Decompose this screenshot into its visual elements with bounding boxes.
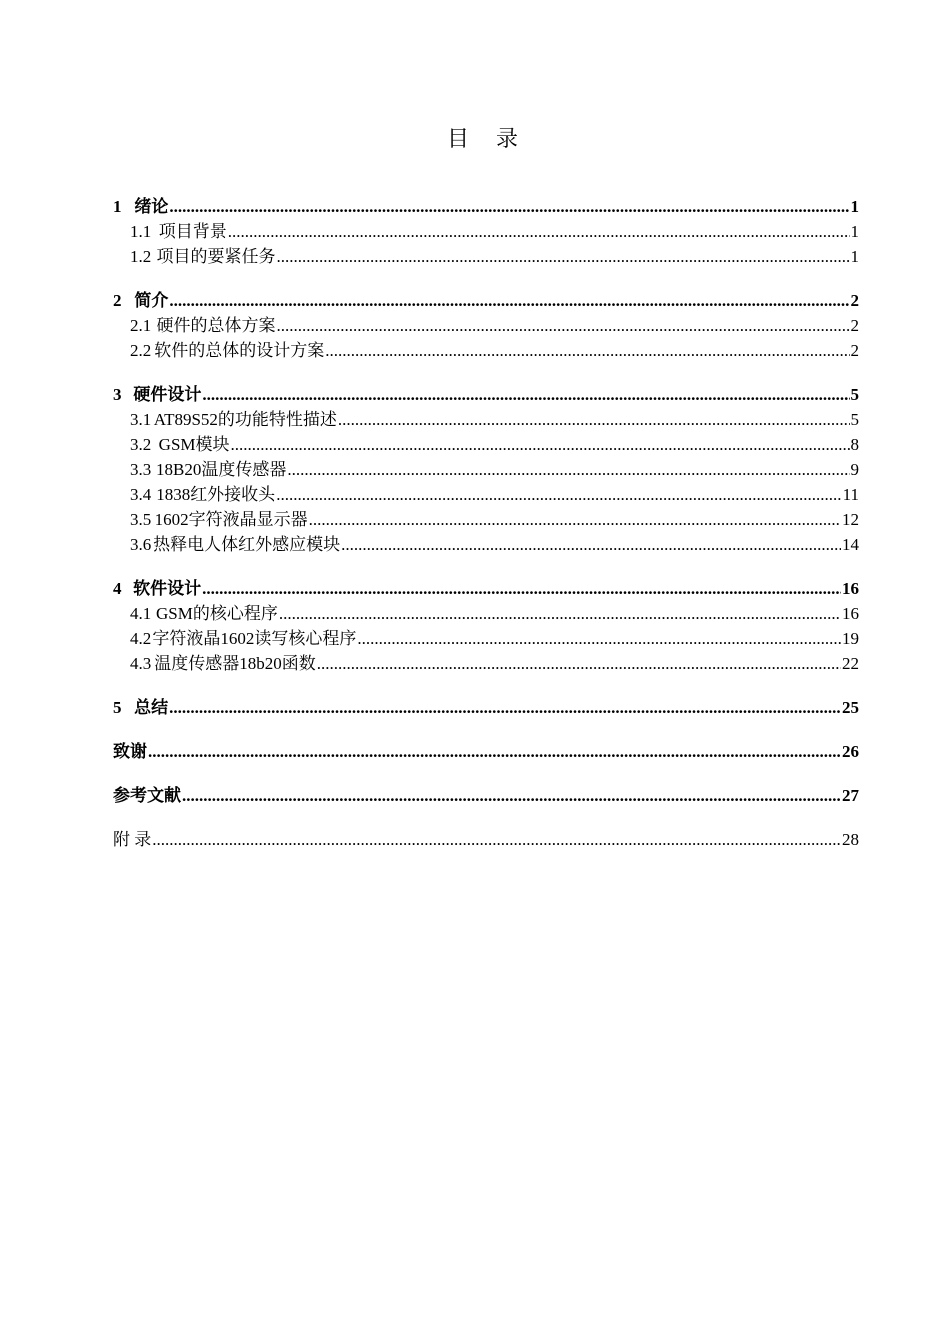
toc-entry-number: 3.6	[130, 535, 152, 554]
toc-entry-label: 项目的要紧任务	[156, 247, 276, 266]
toc-entry-page: 22	[842, 654, 859, 673]
toc-entry-3-2[interactable]	[113, 432, 859, 457]
toc-leader-dots	[279, 601, 841, 626]
toc-leader-dots	[202, 576, 841, 601]
toc-entry-4-3[interactable]	[113, 651, 859, 676]
toc-leader-dots	[277, 313, 850, 338]
toc-entry-page: 16	[842, 604, 859, 623]
toc-entry-label: AT89S52的功能特性描述	[153, 410, 337, 429]
toc-entry-page: 25	[842, 698, 859, 717]
toc-leader-dots	[182, 783, 841, 808]
toc-entry-appendix[interactable]	[113, 827, 859, 852]
toc-entry-label: 1602字符液晶显示器	[154, 510, 308, 529]
toc-entry-label: 绪论	[134, 197, 169, 216]
toc-leader-dots	[228, 219, 850, 244]
toc-entry-3-4[interactable]	[113, 482, 859, 507]
toc-entry-page: 8	[850, 435, 859, 454]
toc-entry-page: 28	[842, 830, 859, 849]
toc-entry-page: 14	[842, 535, 859, 554]
toc-entry-3-1[interactable]	[113, 407, 859, 432]
toc-leader-dots	[341, 532, 841, 557]
toc-entry-label: 简介	[134, 291, 169, 310]
toc-entry-3-3[interactable]	[113, 457, 859, 482]
toc-entry-page: 11	[842, 485, 859, 504]
toc-entry-label: 致谢	[113, 742, 147, 761]
toc-entry-number: 3.3	[130, 460, 152, 479]
toc-entry-label: 硬件设计	[133, 385, 202, 404]
toc-entry-label: GSM的核心程序	[156, 604, 278, 623]
toc-entry-label: 字符液晶1602读写核心程序	[152, 629, 357, 648]
toc-leader-dots	[287, 457, 849, 482]
toc-entry-number: 1.2	[130, 247, 152, 266]
toc-entry-number: 3	[113, 385, 122, 404]
toc-entry-page: 2	[850, 316, 859, 335]
toc-leader-dots	[317, 651, 841, 676]
toc-leader-dots	[338, 407, 850, 432]
toc-leader-dots	[231, 432, 850, 457]
toc-leader-dots	[309, 507, 841, 532]
toc-entry-label: 附 录	[113, 830, 152, 849]
toc-leader-dots	[169, 695, 841, 720]
toc-leader-dots	[148, 739, 841, 764]
toc-entry-3[interactable]	[113, 382, 859, 407]
toc-leader-dots	[357, 626, 841, 651]
toc-entry-number: 1	[113, 197, 122, 216]
toc-entry-page: 5	[850, 385, 859, 404]
toc-leader-dots	[152, 827, 841, 852]
toc-entry-number: 3.2	[130, 435, 152, 454]
toc-entry-page: 1	[850, 247, 859, 266]
toc-leader-dots	[276, 482, 841, 507]
toc-entry-number: 3.5	[130, 510, 152, 529]
toc-entry-references[interactable]	[113, 783, 859, 808]
toc-entry-number: 2.2	[130, 341, 152, 360]
toc-entry-4[interactable]	[113, 576, 859, 601]
toc-entry-number: 5	[113, 698, 122, 717]
toc-entry-2-1[interactable]	[113, 313, 859, 338]
toc-entry-page: 9	[850, 460, 859, 479]
toc-leader-dots	[169, 288, 849, 313]
toc-entry-3-6[interactable]	[113, 532, 859, 557]
toc-entry-3-5[interactable]	[113, 507, 859, 532]
toc-entry-number: 4.2	[130, 629, 152, 648]
toc-entry-number: 3.1	[130, 410, 152, 429]
table-of-contents	[113, 194, 859, 852]
toc-entry-page: 5	[850, 410, 859, 429]
toc-entry-label: 总结	[134, 698, 169, 717]
toc-entry-2-2[interactable]	[113, 338, 859, 363]
toc-entry-label: 软件设计	[133, 579, 202, 598]
toc-entry-label: GSM模块	[158, 435, 230, 454]
toc-entry-number: 2.1	[130, 316, 152, 335]
toc-entry-page: 16	[842, 579, 859, 598]
toc-entry-label: 温度传感器18b20函数	[154, 654, 316, 673]
toc-entry-page: 19	[842, 629, 859, 648]
toc-entry-page: 26	[842, 742, 859, 761]
toc-entry-label: 18B20温度传感器	[156, 460, 287, 479]
toc-entry-label: 软件的总体的设计方案	[154, 341, 325, 360]
toc-entry-page: 27	[842, 786, 859, 805]
toc-entry-page: 2	[850, 341, 859, 360]
toc-entry-page: 1	[850, 222, 859, 241]
toc-leader-dots	[169, 194, 849, 219]
toc-entry-label: 项目背景	[158, 222, 227, 241]
toc-leader-dots	[277, 244, 850, 269]
toc-entry-number: 4	[113, 579, 122, 598]
toc-entry-label: 硬件的总体方案	[156, 316, 276, 335]
toc-entry-number: 1.1	[130, 222, 152, 241]
toc-entry-2[interactable]	[113, 288, 859, 313]
toc-entry-4-1[interactable]	[113, 601, 859, 626]
toc-entry-number: 2	[113, 291, 122, 310]
toc-leader-dots	[202, 382, 849, 407]
toc-entry-number: 3.4	[130, 485, 152, 504]
toc-entry-page: 1	[850, 197, 859, 216]
toc-entry-label: 参考文献	[113, 786, 181, 805]
toc-entry-page: 12	[842, 510, 859, 529]
toc-entry-page: 2	[850, 291, 859, 310]
toc-entry-number: 4.1	[130, 604, 152, 623]
toc-entry-number: 4.3	[130, 654, 152, 673]
toc-entry-4-2[interactable]	[113, 626, 859, 651]
toc-entry-5[interactable]	[113, 695, 859, 720]
toc-entry-label: 1838红外接收头	[156, 485, 276, 504]
toc-entry-1[interactable]	[113, 194, 859, 219]
toc-leader-dots	[325, 338, 849, 363]
page-title: 目 录	[447, 127, 528, 152]
toc-entry-label: 热释电人体红外感应模块	[153, 535, 341, 554]
toc-entry-1-2[interactable]	[113, 244, 859, 269]
toc-entry-1-1[interactable]	[113, 219, 859, 244]
toc-entry-acknowledgements[interactable]	[113, 739, 859, 764]
